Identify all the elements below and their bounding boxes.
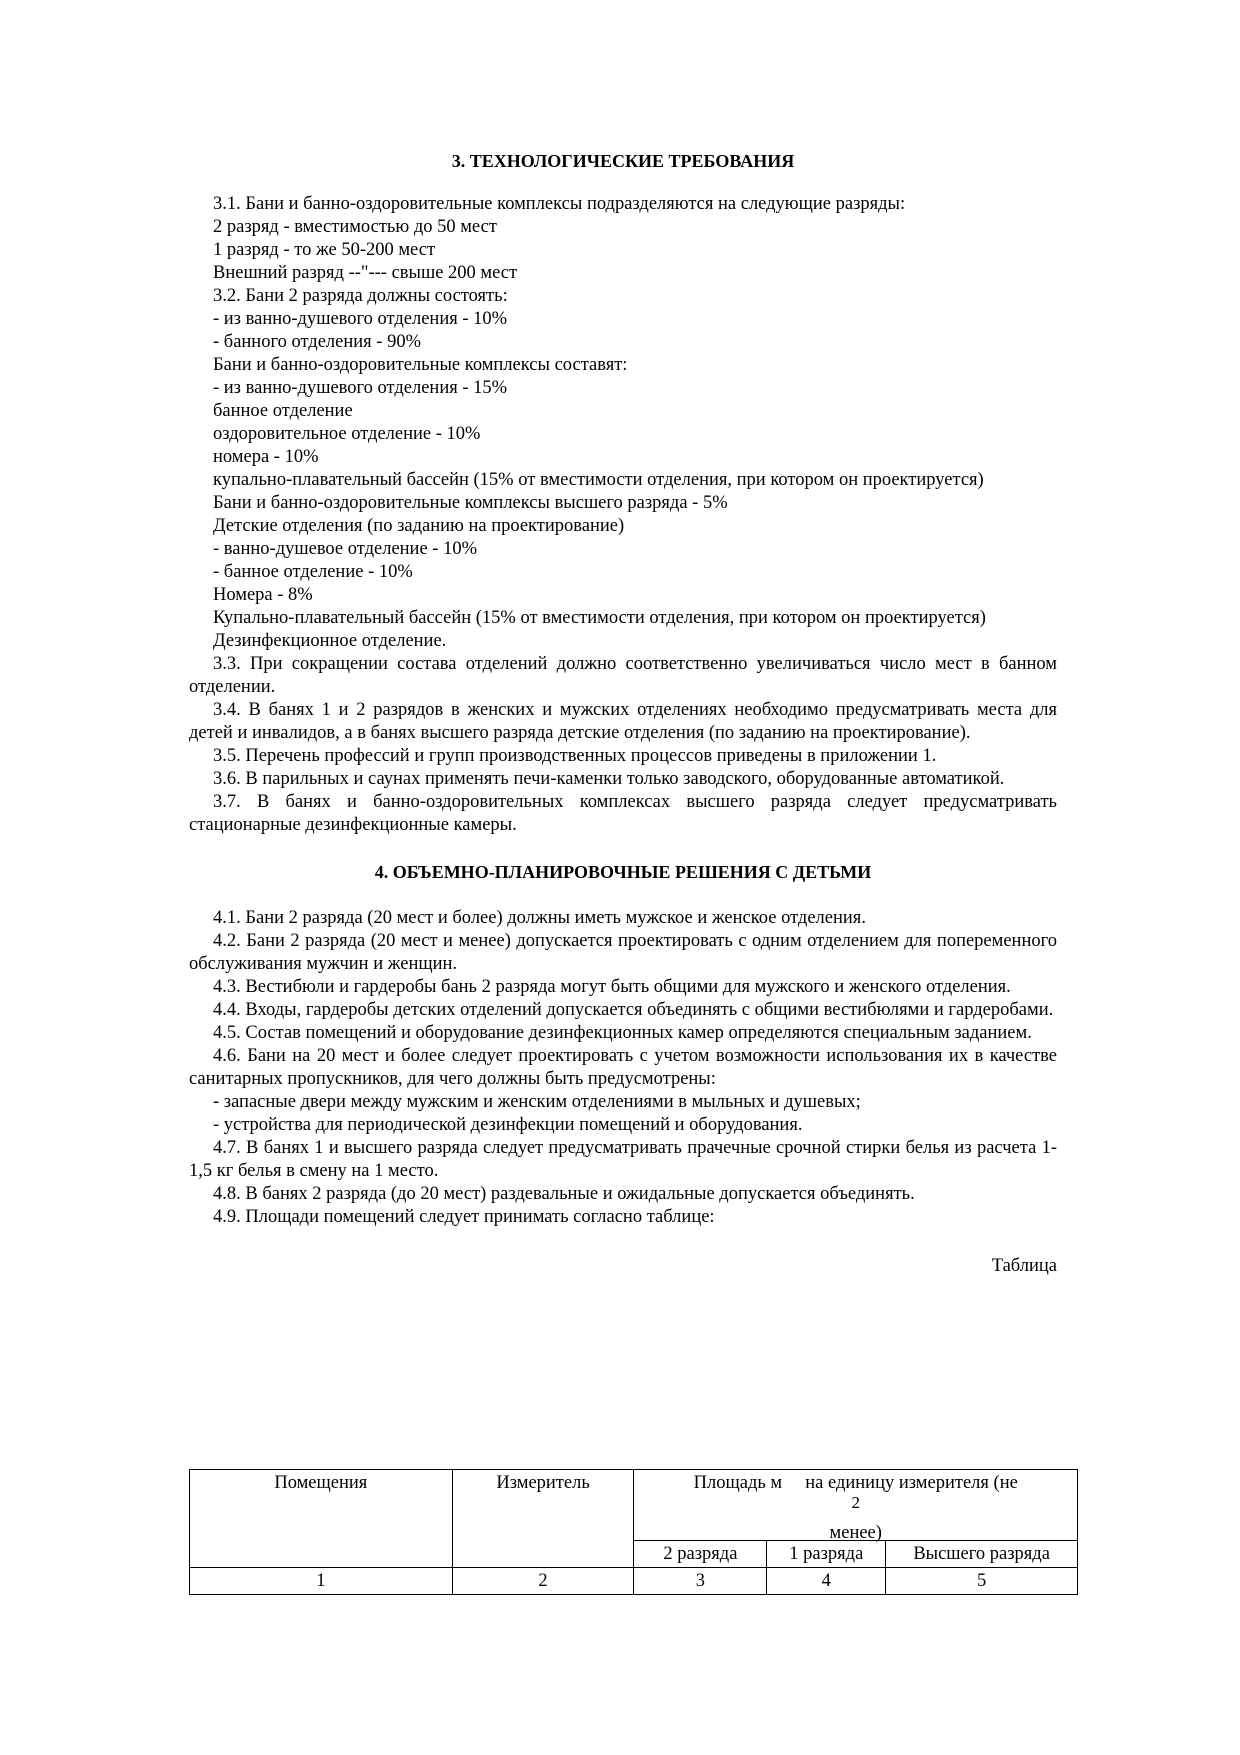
paragraph: 3.1. Бани и банно-оздоровительные комплексы подразделяются на следующие разряды: [213, 194, 906, 214]
header-area [634, 1470, 1078, 1541]
section-4-body [189, 907, 1057, 1229]
subheader-cell: 2 разряда [634, 1541, 767, 1568]
paragraph: 4.1. Бани 2 разряда (20 мест и более) должны иметь мужское и женское отделения. [213, 908, 866, 928]
paragraph: 4.3. Вестибюли и гардеробы бань 2 разряда могут быть общими для мужского и женского отделения. [213, 977, 1011, 997]
paragraph: 4.8. В банях 2 разряда (до 20 мест) раздевальные и ожидальные допускается объединять. [213, 1184, 915, 1204]
subheader-cell: Высшего разряда [886, 1541, 1078, 1568]
paragraph: - из ванно-душевого отделения - 10% [213, 309, 508, 329]
paragraph: Купально-плавательный бассейн (15% от вместимости отделения, при котором он проектируется) [213, 608, 986, 628]
header-area-superscript: 2 [851, 1493, 860, 1512]
paragraph: 4.2. Бани 2 разряда (20 мест и менее) допускается проектировать с одним отделением для попеременного обслуживания мужчин и женщин. [189, 931, 1057, 974]
paragraph: 4.5. Состав помещений и оборудование дезинфекционных камер определяются специальным заданием. [213, 1023, 1032, 1043]
paragraph: 3.3. При сокращении состава отделений должно соответственно увеличиваться число мест в банном отделении. [189, 654, 1057, 697]
table-header-row [190, 1470, 1078, 1541]
paragraph: - банное отделение - 10% [213, 562, 413, 582]
paragraph: 4.6. Бани на 20 мест и более следует проектировать с учетом возможности использования их в качестве санитарных пропускников, для чего должны быть предусмотрены: [189, 1046, 1057, 1089]
paragraph: Бани и банно-оздоровительные комплексы высшего разряда - 5% [213, 493, 728, 513]
paragraph: Номера - 8% [213, 585, 313, 605]
section-3-body [189, 193, 1057, 837]
section-3-title: 3. ТЕХНОЛОГИЧЕСКИЕ ТРЕБОВАНИЯ [451, 151, 795, 171]
column-number: 1 [190, 1568, 453, 1595]
paragraph: 4.9. Площади помещений следует принимать согласно таблице: [213, 1207, 715, 1227]
paragraph: - устройства для периодической дезинфекции помещений и оборудования. [213, 1115, 803, 1135]
paragraph: 3.6. В парильных и саунах применять печи-каменки только заводского, оборудованные автоматикой. [213, 769, 1005, 789]
paragraph: - запасные двери между мужским и женским отделениями в мыльных и душевых; [213, 1092, 861, 1112]
subheader-cell: 1 разряда [767, 1541, 886, 1568]
paragraph: 3.4. В банях 1 и 2 разрядов в женских и мужских отделениях необходимо предусматривать места для детей и инвалидов, а в банях высшего разряда детские отделения (по заданию на проектирование). [189, 700, 1057, 743]
paragraph: - ванно-душевое отделение - 10% [213, 539, 477, 559]
paragraph: 3.2. Бани 2 разряда должны состоять: [213, 286, 508, 306]
paragraph: 3.7. В банях и банно-оздоровительных комплексах высшего разряда следует предусматривать стационарные дезинфекционные камеры. [189, 792, 1057, 835]
header-area-text: Площадь м на единицу измерителя (не [693, 1473, 1018, 1493]
paragraph: Бани и банно-оздоровительные комплексы составят: [213, 355, 628, 375]
paragraph: купально-плавательный бассейн (15% от вместимости отделения, при котором он проектируется) [213, 470, 984, 490]
header-area-text-cont: менее) [829, 1523, 882, 1543]
paragraph: Внешний разряд --"--- свыше 200 мест [213, 263, 518, 283]
paragraph: 4.7. В банях 1 и высшего разряда следует предусматривать прачечные срочной стирки белья из расчета 1-1,5 кг белья в смену на 1 место. [189, 1138, 1057, 1181]
paragraph: 3.5. Перечень профессий и групп производственных процессов приведены в приложении 1. [213, 746, 937, 766]
column-number: 4 [767, 1568, 886, 1595]
table-number-row [190, 1568, 1078, 1595]
paragraph: - из ванно-душевого отделения - 15% [213, 378, 508, 398]
paragraph: оздоровительное отделение - 10% [213, 424, 481, 444]
paragraph: Детские отделения (по заданию на проектирование) [213, 516, 625, 536]
paragraph: Дезинфекционное отделение. [213, 631, 447, 651]
document-body [189, 150, 1057, 1278]
header-unit: Измеритель [452, 1470, 634, 1568]
column-number: 2 [452, 1568, 634, 1595]
header-rooms: Помещения [190, 1470, 453, 1568]
column-number: 3 [634, 1568, 767, 1595]
section-4-title: 4. ОБЪЕМНО-ПЛАНИРОВОЧНЫЕ РЕШЕНИЯ С ДЕТЬМИ [374, 862, 872, 882]
area-table [189, 1469, 1078, 1595]
paragraph: 4.4. Входы, гардеробы детских отделений допускается объединять с общими вестибюлями и гардеробами. [213, 1000, 1054, 1020]
paragraph: 2 разряд - вместимостью до 50 мест [213, 217, 497, 237]
paragraph: банное отделение [213, 401, 353, 421]
column-number: 5 [886, 1568, 1078, 1595]
table-caption: Таблица [991, 1256, 1057, 1276]
paragraph: - банного отделения - 90% [213, 332, 422, 352]
paragraph: 1 разряд - то же 50-200 мест [213, 240, 436, 260]
paragraph: номера - 10% [213, 447, 319, 467]
